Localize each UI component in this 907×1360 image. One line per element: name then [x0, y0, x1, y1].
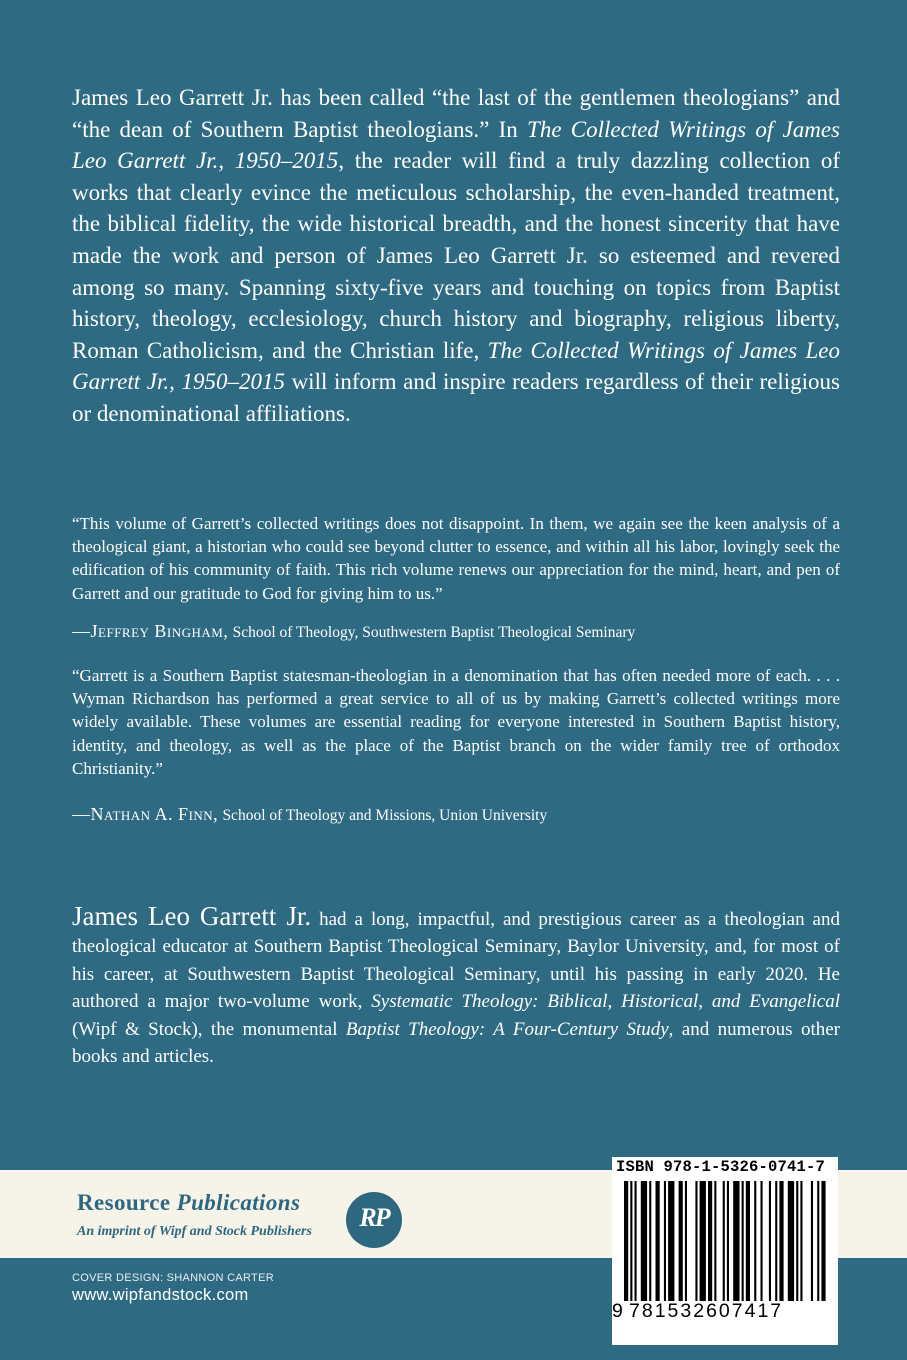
barcode-bar — [685, 1181, 687, 1301]
barcode-bar — [788, 1181, 794, 1301]
description-title-1: The Collected Writings of James Leo Garrett Jr., 1950–2015 — [72, 116, 841, 174]
publisher-name — [77, 1190, 300, 1216]
barcode-digit-string: 781532607417 — [629, 1300, 784, 1322]
barcode-bar — [800, 1181, 802, 1301]
barcode-first-digit: 9 — [612, 1300, 625, 1322]
isbn-label: ISBN 978-1-5326-0741-7 — [616, 1158, 826, 1176]
publisher-name-plain: Resource — [77, 1190, 171, 1215]
bio-book-2: Baptist Theology: A Four-Century Study — [345, 1018, 669, 1040]
barcode-bar — [695, 1181, 697, 1301]
author-bio — [72, 903, 840, 1070]
barcode — [622, 1181, 830, 1301]
barcode-bar — [769, 1181, 771, 1301]
bio-book-1: Systematic Theology: Biblical, Historical, and Evangelical — [371, 991, 840, 1013]
barcode-bar — [649, 1181, 651, 1301]
description-text-2: , the reader will find a truly dazzling collection of works that clearly evince the meticulous scholarship, the even-handed treatment, the biblical fidelity, the wide historical breadth, and the honest sincerity that have made the work and person of James Leo Garrett Jr. so esteemed and revered among so many. Spanning sixty-five years and touching on topics from Baptist history, theology, ecclesiology, church history and biography, religious liberty, Roman Catholicism, and the Christian life, — [72, 148, 840, 363]
barcode-bar — [746, 1181, 750, 1301]
endorsement-attribution-1 — [72, 620, 840, 644]
barcode-bar — [708, 1181, 712, 1301]
barcode-bar — [630, 1181, 632, 1301]
barcode-bar — [775, 1181, 777, 1301]
book-description — [72, 82, 840, 430]
endorser-name-1: —Jeffrey Bingham, — [72, 621, 229, 641]
author-name: James Leo Garrett Jr. — [72, 901, 312, 931]
barcode-bar — [641, 1181, 647, 1301]
barcode-bar — [754, 1181, 756, 1301]
description-title-2: The Collected Writings of James Leo Garrett Jr., 1950–2015 — [72, 337, 841, 395]
bio-text-1: had a long, impactful, and prestigious career as a theologian and theological educator at Southern Baptist Theological Seminary, Baylor University, and, for most of his career, at Southwestern Baptist Theological Seminary, until his passing in early 2020. He authored a major two-volume work, — [72, 909, 840, 1013]
endorser-affiliation-1: School of Theology, Southwestern Baptist Theological Seminary — [232, 624, 636, 641]
barcode-bar — [664, 1181, 666, 1301]
endorser-affiliation-2: School of Theology and Missions, Union University — [222, 807, 548, 824]
endorser-name-2: —Nathan A. Finn, — [72, 804, 219, 824]
publisher-subtitle: An imprint of Wipf and Stock Publishers — [77, 1224, 312, 1239]
barcode-bar — [723, 1181, 725, 1301]
barcode-bar — [796, 1181, 798, 1301]
bio-text-2: (Wipf & Stock), the monumental — [72, 1018, 346, 1040]
barcode-bar — [668, 1181, 674, 1301]
endorsement-quote-1: “This volume of Garrett’s collected writings does not disappoint. In them, we again see the keen analysis of a theological giant, a historian who could see beyond clutter to essence, and within all his labor, lovingly seek the edification of his community of faith. This rich volume renews our appreciation for the mind, heart, and pen of Garrett and our gratitude to God for giving him to us.” — [72, 514, 840, 603]
publisher-url[interactable]: www.wipfandstock.com — [72, 1286, 249, 1304]
publisher-name-italic: Publications — [176, 1190, 301, 1215]
barcode-bar — [635, 1181, 637, 1301]
barcode-bar — [656, 1181, 660, 1301]
barcode-bar — [761, 1181, 763, 1301]
barcode-bar — [742, 1181, 744, 1301]
barcode-bar — [811, 1181, 813, 1301]
bio-text-3: , and numerous other books and articles. — [72, 1018, 840, 1068]
publisher-logo-text: RP — [359, 1203, 389, 1232]
barcode-bar — [714, 1181, 716, 1301]
barcode-bar — [624, 1181, 628, 1301]
cover-design-credit: COVER DESIGN: SHANNON CARTER — [72, 1272, 274, 1284]
barcode-bar — [779, 1181, 783, 1301]
barcode-bar — [700, 1181, 706, 1301]
description-text-3: will inform and inspire readers regardless of their religious or denominational affiliations. — [72, 369, 840, 426]
barcode-bar — [679, 1181, 683, 1301]
publisher-logo — [346, 1192, 402, 1248]
endorsement-attribution-2 — [72, 803, 840, 827]
barcode-bar — [821, 1181, 825, 1301]
description-text-1: James Leo Garrett Jr. has been called “the last of the gentlemen theologians” and “the dean of Southern Baptist theologians.” In — [72, 85, 840, 142]
endorsement-quote-2: “Garrett is a Southern Baptist statesman-theologian in a denomination that has often needed more of each. . . . Wyman Richardson has performed a great service to all of us by making Garrett’s collected writings more widely available. These volumes are essential reading for everyone interested in Southern Baptist history, identity, and theology, as well as the place of the Baptist branch on the wider family tree of orthodox Christianity.” — [72, 666, 840, 778]
barcode-bar — [733, 1181, 739, 1301]
barcode-bar — [817, 1181, 819, 1301]
barcode-bar — [727, 1181, 729, 1301]
